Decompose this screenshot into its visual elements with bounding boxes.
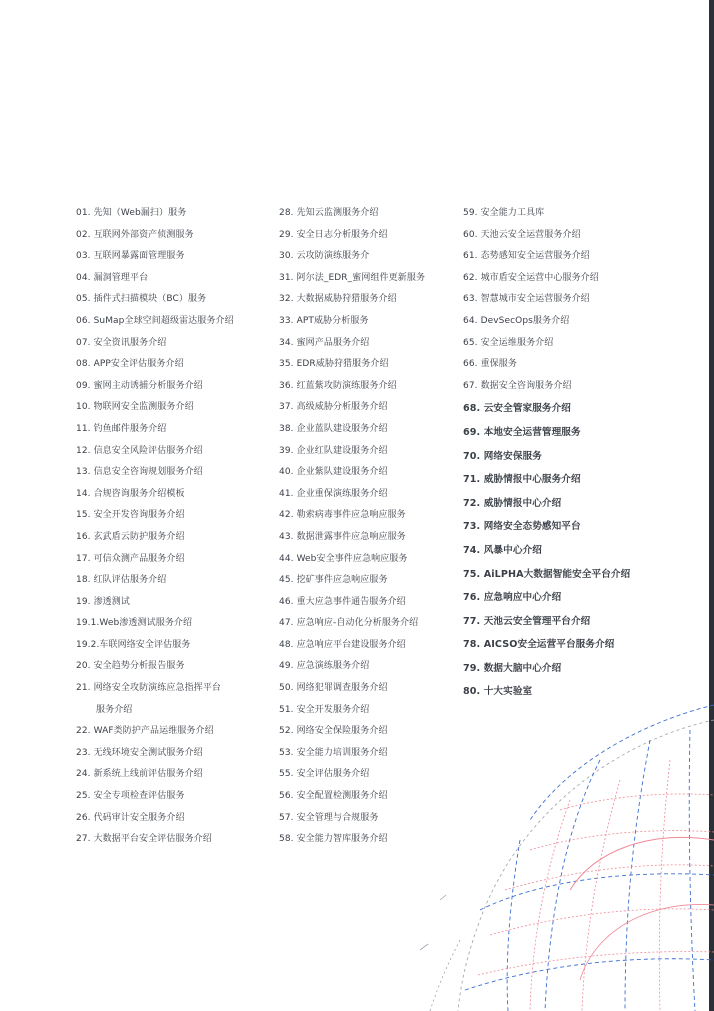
toc-entry: 70. 网络安保服务: [463, 450, 542, 462]
toc-entry: 26. 代码审计安全服务介绍: [76, 812, 185, 823]
toc-entry: 58. 安全能力智库服务介绍: [279, 834, 388, 845]
globe-lines: [420, 705, 714, 1011]
toc-entry: 42. 勒索病毒事件应急响应服务: [279, 510, 406, 521]
toc-entry: 46. 重大应急事件通告服务介绍: [279, 596, 406, 607]
toc-entry: 05. 插件式扫描模块（BC）服务: [76, 294, 207, 305]
toc-entry: 79. 数据大脑中心介绍: [463, 662, 562, 674]
toc-entry: 45. 挖矿事件应急响应服务: [279, 575, 388, 586]
toc-entry: 36. 红蓝紫攻防演练服务介绍: [279, 380, 397, 391]
toc-entry: 60. 天池云安全运营服务介绍: [463, 229, 581, 240]
toc-entry: 55. 安全评估服务介绍: [279, 769, 370, 780]
toc-entry: 56. 安全配置检测服务介绍: [279, 791, 388, 802]
toc-entry: 19.1.Web渗透测试服务介绍: [76, 618, 193, 629]
toc-entry: 32. 大数据威胁狩猎服务介绍: [279, 294, 397, 305]
toc-entry: 22. WAF类防护产品运维服务介绍: [76, 726, 214, 737]
toc-entry: 29. 安全日志分析服务介绍: [279, 229, 388, 240]
toc-entry: 74. 风暴中心介绍: [463, 544, 542, 556]
toc-entry: 50. 网络犯罪调查服务介绍: [279, 683, 388, 694]
toc-entry: 41. 企业重保演练服务介绍: [279, 488, 388, 499]
toc-entry: 73. 网络安全态势感知平台: [463, 521, 581, 533]
toc-entry: 03. 互联网暴露面管理服务: [76, 251, 185, 262]
toc-entry: 49. 应急演练服务介绍: [279, 661, 370, 672]
toc-entry: 12. 信息安全风险评估服务介绍: [76, 445, 203, 456]
toc-entry: 20. 安全趋势分析报告服务: [76, 661, 185, 672]
toc-entry: 72. 威胁情报中心介绍: [463, 497, 562, 509]
toc-entry: 65. 安全运维服务介绍: [463, 337, 554, 348]
toc-column-1: [76, 203, 276, 851]
toc-entry: 33. APT威胁分析服务: [279, 315, 369, 326]
toc-entry: 04. 漏洞管理平台: [76, 272, 149, 283]
toc-entry: 51. 安全开发服务介绍: [279, 704, 370, 715]
toc-entry: 19.2.车联网络安全评估服务: [76, 639, 191, 650]
toc-entry: 17. 可信众测产品服务介绍: [76, 553, 185, 564]
toc-entry: 40. 企业紫队建设服务介绍: [279, 467, 388, 478]
toc-entry: 19. 渗透测试: [76, 596, 130, 607]
toc-entry: 30. 云攻防演练服务介: [279, 251, 370, 262]
toc-entry: 31. 阿尔法_EDR_蜜网组件更新服务: [279, 272, 426, 283]
toc-entry: 18. 红队评估服务介绍: [76, 575, 167, 586]
toc-entry: 34. 蜜网产品服务介绍: [279, 337, 370, 348]
toc-entry: 11. 钓鱼邮件服务介绍: [76, 423, 167, 434]
toc-entry: 71. 威胁情报中心服务介绍: [463, 474, 581, 486]
toc-entry: 24. 新系统上线前评估服务介绍: [76, 769, 203, 780]
toc-entry: 47. 应急响应-自动化分析服务介绍: [279, 618, 419, 629]
toc-entry: 64. DevSecOps服务介绍: [463, 315, 570, 326]
toc-entry: 39. 企业红队建设服务介绍: [279, 445, 388, 456]
toc-column-3: [463, 203, 703, 704]
toc-entry: 28. 先知云监测服务介绍: [279, 208, 379, 218]
toc-entry: 25. 安全专项检查评估服务: [76, 791, 185, 802]
toc-entry: 10. 物联网安全监测服务介绍: [76, 402, 194, 413]
toc-entry: 23. 无线环境安全测试服务介绍: [76, 747, 203, 758]
toc-entry: 01. 先知（Web漏扫）服务: [76, 208, 187, 218]
toc-entry: 67. 数据安全咨询服务介绍: [463, 380, 572, 391]
toc-entry: 76. 应急响应中心介绍: [463, 592, 562, 604]
toc-entry: 61. 态势感知安全运营服务介绍: [463, 251, 590, 262]
toc-entry: 35. EDR威胁狩猎服务介绍: [279, 359, 389, 370]
toc-entry: 57. 安全管理与合规服务: [279, 812, 379, 823]
toc-entry: 08. APP安全评估服务介绍: [76, 359, 184, 370]
toc-entry: 09. 蜜网主动诱捕分析服务介绍: [76, 380, 203, 391]
toc-entry: 80. 十大实验室: [463, 686, 533, 698]
toc-entry: 16. 玄武盾云防护服务介绍: [76, 531, 185, 542]
toc-entry: 15. 安全开发咨询服务介绍: [76, 510, 185, 521]
toc-entry: 78. AICSO安全运营平台服务介绍: [463, 639, 615, 651]
toc-entry: 27. 大数据平台安全评估服务介绍: [76, 834, 212, 845]
toc-entry: 62. 城市盾安全运营中心服务介绍: [463, 272, 599, 283]
globe-graphic: [420, 700, 714, 1011]
toc-entry: 68. 云安全管家服务介绍: [463, 403, 571, 415]
toc-entry: 21. 网络安全攻防演练应急指挥平台: [76, 683, 221, 694]
toc-entry: 13. 信息安全咨询规划服务介绍: [76, 467, 203, 478]
toc-entry: 38. 企业蓝队建设服务介绍: [279, 423, 388, 434]
toc-entry: 52. 网络安全保险服务介绍: [279, 726, 388, 737]
toc-entry: 66. 重保服务: [463, 359, 517, 370]
toc-entry: 07. 安全资讯服务介绍: [76, 337, 167, 348]
toc-entry: 53. 安全能力培训服务介绍: [279, 747, 388, 758]
toc-entry: 44. Web安全事件应急响应服务: [279, 553, 408, 564]
toc-entry: 02. 互联网外部资产侦测服务: [76, 229, 194, 240]
toc-entry: 59. 安全能力工具库: [463, 208, 545, 218]
toc-entry: 服务介绍: [96, 704, 133, 715]
toc-entry: 43. 数据泄露事件应急响应服务: [279, 531, 406, 542]
toc-entry: 06. SuMap全球空间超级雷达服务介绍: [76, 315, 234, 326]
toc-entry: 14. 合规咨询服务介绍模板: [76, 488, 185, 499]
toc-entry: 77. 天池云安全管理平台介绍: [463, 615, 591, 627]
toc-entry: 75. AiLPHA大数据智能安全平台介绍: [463, 568, 631, 580]
toc-entry: 37. 高级威胁分析服务介绍: [279, 402, 388, 413]
toc-entry: 69. 本地安全运营管理服务: [463, 426, 581, 438]
toc-entry: 48. 应急响应平台建设服务介绍: [279, 639, 406, 650]
toc-entry: 63. 智慧城市安全运营服务介绍: [463, 294, 590, 305]
